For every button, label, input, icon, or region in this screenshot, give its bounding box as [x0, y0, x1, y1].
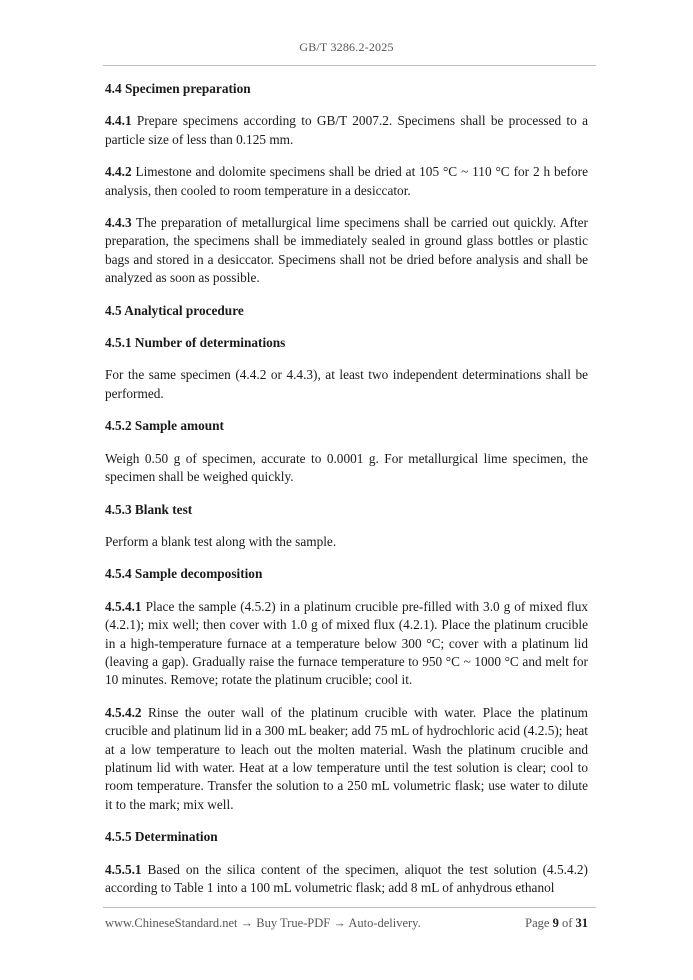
current-page-number: 9	[552, 916, 559, 930]
paragraph	[105, 214, 588, 288]
arrow-icon: →	[333, 916, 346, 930]
paragraph-text: Place the sample (4.5.2) in a platinum crucible pre-filled with 3.0 g of mixed flux (4.2.1); mix well; then cover with 1.0 g of mixed flux (4.2.1). Place the platinum crucible in a high-temperature furnace at a temperature below 300 °C; cover with a platinum lid (leaving a gap). Gradually raise the furnace temperature to 950 °C ~ 1000 °C and melt for 10 minutes. Remove; rotate the platinum crucible; cool it.	[105, 598, 588, 688]
section-heading: 4.5.3 Blank test	[105, 501, 193, 517]
section-heading: 4.5 Analytical procedure	[105, 302, 244, 318]
paragraph-text: For the same specimen (4.4.2 or 4.4.3), at least two independent determinations shall be performed.	[105, 367, 588, 401]
paragraph	[105, 163, 588, 200]
page-indicator	[525, 916, 588, 931]
clause-number: 4.5.4.1	[105, 598, 142, 614]
section-heading: 4.5.4 Sample decomposition	[105, 566, 263, 582]
paragraph-text: Weigh 0.50 g of specimen, accurate to 0.0001 g. For metallurgical lime specimen, the specimen shall be weighed quickly.	[105, 450, 588, 485]
clause-number: 4.4.3	[105, 215, 132, 231]
paragraph-text: The preparation of metallurgical lime specimens shall be carried out quickly. After preparation, the specimens shall be immediately sealed in ground glass bottles or plastic bags and stored in a desiccator. Specimens shall not be dried before analysis and shall be analyzed as soon as possible.	[105, 215, 588, 286]
paragraph-text: Prepare specimens according to GB/T 2007.2. Specimens shall be processed to a particle size of less than 0.125 mm.	[105, 113, 588, 147]
paragraph	[105, 861, 588, 898]
arrow-icon: →	[240, 916, 254, 930]
page-word: Page	[525, 916, 550, 930]
site-link[interactable]: www.ChineseStandard.net	[105, 916, 238, 930]
paragraph	[105, 533, 588, 551]
page-footer	[105, 916, 588, 934]
clause-number: 4.5.4.2	[105, 704, 142, 720]
paragraph	[105, 598, 588, 690]
paragraph	[105, 112, 588, 149]
paragraph	[105, 704, 588, 814]
paragraph-text: Rinse the outer wall of the platinum crucible with water. Place the platinum crucible and platinum lid in a 300 mL beaker; add 75 mL of hydrochloric acid (4.2.5); heat at a low temperature to leach out the molten material. Wash the platinum crucible and platinum lid with water. Heat at a low temperature until the test solution is clear; cool to room temperature. Transfer the solution to a 250 mL volumetric flask; use water to dilute it to the mark; mix well.	[105, 704, 588, 812]
clause-number: 4.4.2	[105, 164, 132, 180]
buy-pdf-link[interactable]: Buy True-PDF	[256, 916, 331, 930]
total-pages: 31	[575, 916, 588, 930]
paragraph-text: Perform a blank test along with the sample.	[105, 533, 337, 549]
section-heading: 4.5.1 Number of determinations	[105, 335, 286, 351]
paragraph-text: Limestone and dolomite specimens shall be dried at 105 °C ~ 110 °C for 2 h before analysis, then cooled to room temperature in a desiccator.	[105, 164, 588, 198]
header-divider	[103, 65, 596, 66]
section-heading: 4.5.5 Determination	[105, 829, 218, 845]
auto-delivery-text: Auto-delivery.	[348, 916, 421, 930]
paragraph	[105, 450, 588, 487]
footer-links	[105, 916, 421, 931]
document-body	[105, 80, 588, 911]
paragraph-text: Based on the silica content of the specimen, aliquot the test solution (4.5.4.2) according to Table 1 into a 100 mL volumetric flask; add 8 mL of anhydrous ethanol	[105, 861, 588, 895]
section-heading: 4.4 Specimen preparation	[105, 81, 251, 96]
clause-number: 4.4.1	[105, 113, 132, 129]
section-heading: 4.5.2 Sample amount	[105, 418, 224, 434]
of-word: of	[561, 916, 573, 930]
page-header: GB/T 3286.2-2025	[299, 40, 394, 54]
footer-divider	[103, 907, 596, 908]
paragraph	[105, 366, 588, 403]
clause-number: 4.5.5.1	[105, 861, 142, 877]
